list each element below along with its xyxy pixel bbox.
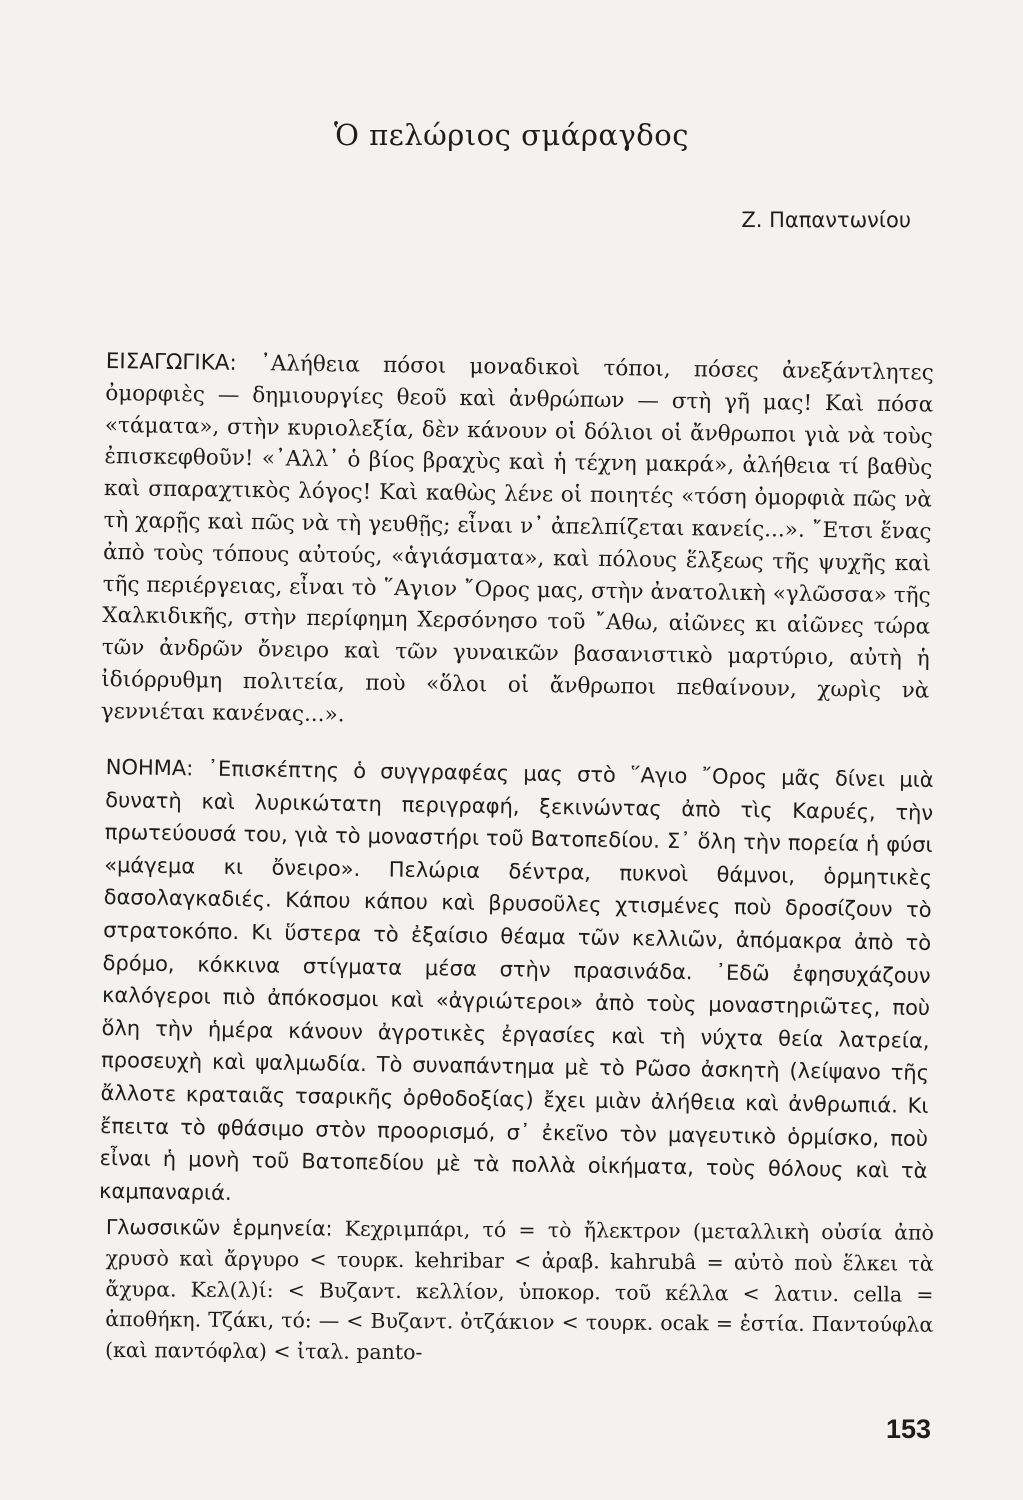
glossary-paragraph: [105, 1212, 934, 1372]
intro-label: ΕΙΣΑΓΩΓΙΚΑ:: [105, 348, 237, 376]
noima-label: ΝΟΗΜΑ:: [105, 754, 194, 781]
glossary-text: Κεχριμπάρι, τό = τὸ ἤλεκτρον (μεταλλικὴ οὐσία ἀπὸ χρυσὸ καὶ ἄργυρο < τουρκ. kehribar < ἀραβ. kahrubâ = αὐτὸ ποὺ ἕλκει τὰ ἄχυρα. Κελ(λ)ί: < Βυζαντ. κελλίον, ὑποκορ. τοῦ κέλλα < λατιν. cella = ἀποθήκη. Τζάκι, τό: — < Βυζαντ. ὀτζάκιον < τουρκ. ocak = ἑστία. Παντούφλα (καὶ παντόφλα) < ἰταλ. panto-: [104, 1216, 934, 1365]
noima-paragraph: [99, 751, 934, 1220]
author-name: Ζ. Παπαντωνίου: [741, 208, 911, 232]
intro-paragraph: [101, 346, 934, 739]
glossary-label: Γλωσσικῶν ἑρμηνεία:: [105, 1214, 333, 1241]
page-number: 153: [885, 1414, 931, 1444]
intro-text: ᾿Αλήθεια πόσοι μοναδικοὶ τόποι, πόσες ἀνεξάντλητες ὀμορφιὲς — δημιουργίες θεοῦ καὶ ἀνθρώπων — στὴ γῆ μας! Καὶ πόσα «τάματα», στὴν κυριολεξία, δὲν κάνουν οἱ δόλιοι οἱ ἄνθρωποι γιὰ νὰ τοὺς ἐπισκεφθοῦν! «᾿Αλλ᾿ ὁ βίος βραχὺς καὶ ἡ τέχνη μακρά», ἀλήθεια τί βαθὺς καὶ σπαραχτικὸς λόγος! Καὶ καθὼς λένε οἱ ποιητές «τόση ὀμορφιὰ πῶς νὰ τὴ χαρῇς καὶ πῶς νὰ τὴ γευθῇς; εἶναι ν᾿ ἀπελπίζεται κανείς...». ῎Ετσι ἕνας ἀπὸ τοὺς τόπους αὐτούς, «ἁγιάσματα», καὶ πόλους ἕλξεως τῆς ψυχῆς καὶ τῆς περιέργειας, εἶναι τὸ ῞Αγιον ῎Ορος μας, στὴν ἀνατολικὴ «γλῶσσα» τῆς Χαλκιδικῆς, στὴν περίφημη Χερσόνησο τοῦ ῎Αθω, αἰῶνες κι αἰῶνες τώρα τῶν ἀνδρῶν ὄνειρο καὶ τῶν γυναικῶν βασανιστικὸ μαρτύριο, αὐτὴ ἡ ἰδιόρρυθμη πολιτεία, ποὺ «ὅλοι οἱ ἄνθρωποι πεθαίνουν, χωρὶς νὰ γεννιέται κανένας...».: [100, 351, 934, 728]
noima-text: ᾿Επισκέπτης ὁ συγγραφέας μας στὸ ῞Αγιο ῎Ορος μᾶς δίνει μιὰ δυνατὴ καὶ λυρικώτατη περιγραφή, ξεκινώντας ἀπὸ τὶς Καρυές, τὴν πρωτεύουσά του, γιὰ τὸ μοναστήρι τοῦ Βατοπεδίου. Σ᾿ ὅλη τὴν πορεία ἡ φύσι «μάγεμα κι ὄνειρο». Πελώρια δέντρα, πυκνοὶ θάμνοι, ὁρμητικὲς δασολαγκαδιές. Κάπου κάπου καὶ βρυσοῦλες χτισμένες ποὺ δροσίζουν τὸ στρατοκόπο. Κι ὕστερα τὸ ἐξαίσιο θέαμα τῶν κελλιῶν, ἀπόμακρα ἀπὸ τὸ δρόμο, κόκκινα στίγματα μέσα στὴν πρασινάδα. ᾿Εδῶ ἐφησυχάζουν καλόγεροι πιὸ ἀπόκοσμοι καὶ «ἀγριώτεροι» ἀπὸ τοὺς μοναστηριῶτες, ποὺ ὅλη τὴν ἡμέρα κάνουν ἀγροτικὲς ἐργασίες καὶ τὴ νύχτα θεία λατρεία, προσευχὴ καὶ ψαλμωδία. Τὸ συναπάντημα μὲ τὸ Ρῶσο ἀσκητὴ (λείψανο τῆς ἄλλοτε κραταιᾶς τσαρικῆς ὀρθοδοξίας) ἔχει μιὰν ἀλήθεια καὶ ἀνθρωπιά. Κι ἔπειτα τὸ φθάσιμο στὸν προορισμό, σ᾿ ἐκεῖνο τὸν μαγευτικὸ ὁρμίσκο, ποὺ εἶναι ἡ μονὴ τοῦ Βατοπεδίου μὲ τὰ πολλὰ οἰκήματα, τοὺς θόλους καὶ τὰ καμπαναριά.: [98, 756, 934, 1205]
page-title: Ὁ πελώριος σμάραγδος: [334, 118, 689, 152]
